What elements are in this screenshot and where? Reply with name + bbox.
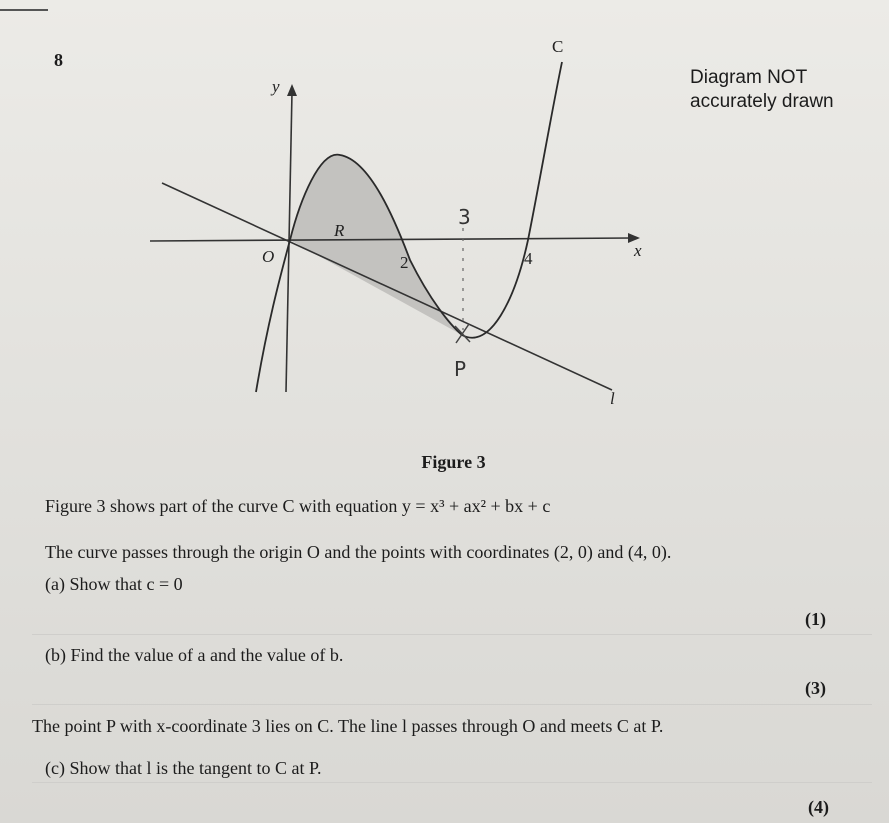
diagram-note-line-1: Diagram NOT [690,67,808,88]
x-tick-4: 4 [524,249,533,268]
y-axis-label: y [272,77,280,96]
figure-caption-text: Figure 3 [421,452,486,472]
figure-caption [0,452,889,473]
ruled-line-a [32,634,872,635]
x-axis-label: x [634,241,642,260]
part-a-marks: (1) [805,609,826,629]
intro-text: Figure 3 shows part of the curve C with equation y = x³ + ax² + bx + c [45,496,551,516]
part-b-marks: (3) [805,678,826,698]
shaded-region-r [290,155,462,335]
part-a-text: (a) Show that c = 0 [45,574,183,594]
handwritten-3: 3 [458,205,471,229]
passes-text: The curve passes through the origin O and the points with coordinates (2, 0) and (4, 0). [45,542,672,562]
part-b-text: (b) Find the value of a and the value of b. [45,645,344,665]
ruled-line-b [32,704,872,705]
handwritten-p: P [454,357,467,381]
question-number: 8 [54,50,63,70]
curve-c-label: C [552,37,564,56]
diagram-note-line-2: accurately drawn [690,91,834,112]
region-r-label: R [334,221,345,240]
part-c-marks: (4) [808,797,829,817]
point-p-text: The point P with x-coordinate 3 lies on C. The line l passes through O and meets C at P. [32,716,664,736]
y-axis-arrow [287,84,297,96]
x-tick-2: 2 [400,253,409,272]
part-c-text: (c) Show that l is the tangent to C at P. [45,758,322,778]
origin-label: O [262,247,275,266]
point-p-cross [455,324,470,343]
line-l-label: l [610,389,615,408]
ruled-line-c [32,782,872,783]
